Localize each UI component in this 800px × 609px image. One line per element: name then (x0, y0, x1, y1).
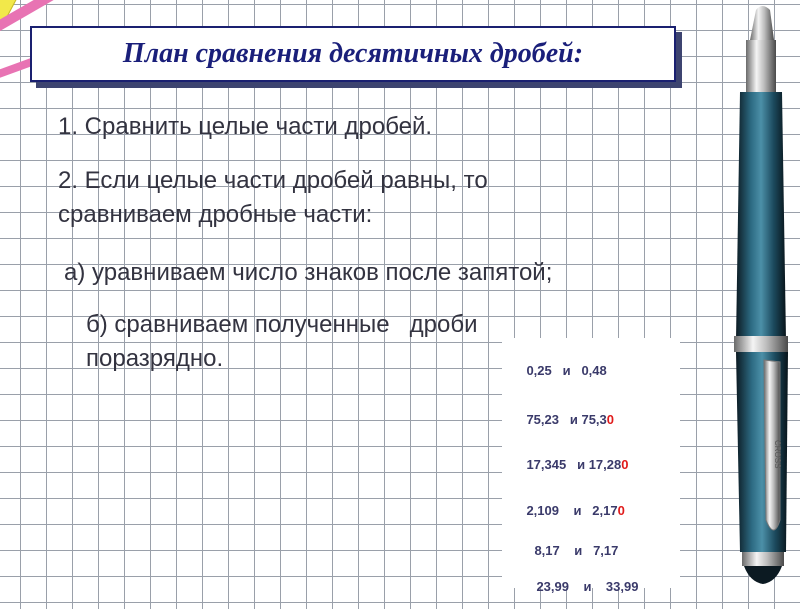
example-sep: и (562, 363, 571, 378)
pen-center-band (734, 336, 788, 352)
example-left: 17,345 (526, 457, 567, 472)
example-added-zero: 0 (617, 503, 625, 518)
example-added-zero: 0 (621, 457, 629, 472)
rule-step-1 (58, 110, 432, 144)
rule-step-b-line-1: б) сравниваем полученные дроби (86, 311, 478, 338)
rule-step-a-text: а) уравниваем число знаков после запятой; (64, 259, 553, 286)
example-row (522, 564, 638, 609)
example-right: 17,28 (588, 457, 622, 472)
example-right: 7,17 (593, 543, 619, 558)
example-left: 8,17 (534, 543, 560, 558)
example-sep: и (569, 412, 578, 427)
example-right: 0,48 (581, 363, 607, 378)
example-sep: и (577, 457, 586, 472)
example-left: 0,25 (526, 363, 552, 378)
page-title: План сравнения десятичных дробей: (122, 38, 584, 69)
example-row (512, 488, 625, 533)
example-added-zero: 0 (606, 412, 615, 427)
rule-step-2 (58, 164, 618, 232)
example-row (512, 442, 628, 487)
example-sep: и (573, 503, 582, 518)
rule-step-2-line-1: 2. Если целые части дробей равны, то (58, 167, 488, 194)
example-left: 23,99 (536, 579, 569, 594)
example-sep: и (574, 543, 583, 558)
pen-engraving: CROSS (773, 440, 782, 469)
example-row (512, 397, 614, 442)
rule-step-b-line-2: поразрядно. (86, 345, 224, 372)
example-right: 33,99 (605, 579, 639, 594)
pen-cap-top (744, 566, 782, 584)
pen-illustration (700, 0, 800, 600)
example-row (512, 348, 607, 393)
example-left: 2,109 (526, 503, 559, 518)
pen-barrel-lower (736, 92, 786, 340)
pen-cap-end (742, 552, 784, 566)
rule-step-a (64, 256, 552, 290)
example-right: 75,3 (581, 412, 607, 427)
example-left: 75,23 (526, 412, 559, 427)
pen-band-top (746, 40, 776, 92)
title-box (30, 26, 676, 82)
examples-panel (502, 338, 680, 594)
pen-tip (750, 6, 774, 40)
example-sep: и (583, 579, 592, 594)
rule-step-1-text: 1. Сравнить целые части дробей. (58, 113, 433, 140)
example-right: 2,17 (592, 503, 618, 518)
rule-step-2-line-2: сравниваем дробные части: (58, 201, 373, 228)
